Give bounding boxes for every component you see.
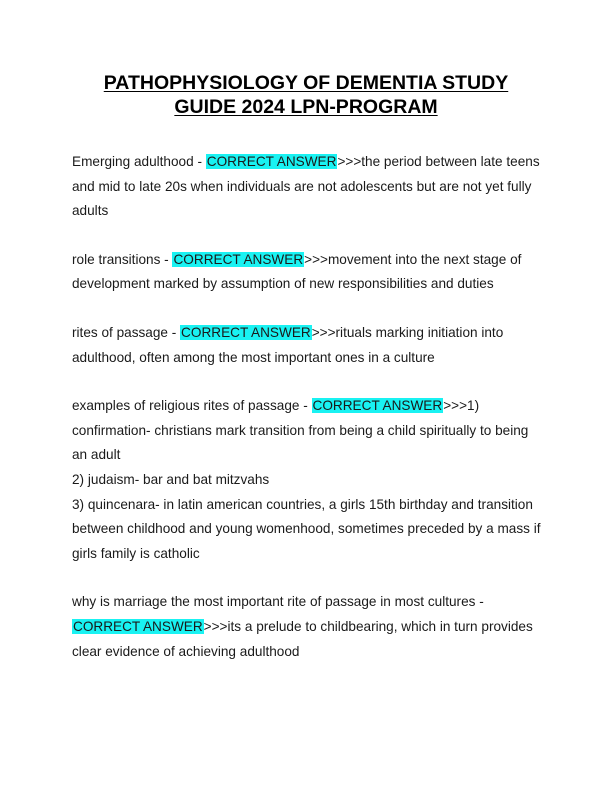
entry-answer-line: 2) judaism- bar and bat mitzvahs (72, 471, 270, 487)
qa-entry-marriage (72, 590, 542, 664)
entry-answer: >>>its a prelude to childbearing, which in turn provides clear evidence of achieving adulthood (72, 618, 533, 659)
entry-answer: >>>the period between late teens and mid to late 20s when individuals are not adolescents but are not yet fully adults (72, 154, 540, 219)
entry-term: role transitions - (72, 251, 173, 267)
entry-term: examples of religious rites of passage - (72, 398, 312, 414)
correct-answer-marker: CORRECT ANSWER (73, 618, 203, 634)
entry-term: rites of passage - (72, 324, 181, 340)
title-line-1: PATHOPHYSIOLOGY OF DEMENTIA STUDY (103, 72, 509, 94)
qa-entry-rites-of-passage (72, 321, 542, 370)
correct-answer-marker: CORRECT ANSWER (206, 154, 337, 169)
entry-answer: >>>1) confirmation- christians mark transition from being a child spiritually to being an adult (72, 398, 529, 463)
document-title (60, 71, 552, 119)
entry-answer: >>>rituals marking initiation into adulthood, often among the most important ones in a culture (72, 324, 504, 365)
correct-answer-marker: CORRECT ANSWER (173, 251, 304, 267)
entry-answer: >>>movement into the next stage of development marked by assumption of new responsibilities and duties (72, 251, 522, 292)
qa-entry-role-transitions (72, 248, 542, 297)
entry-term: Emerging adulthood - (72, 154, 206, 169)
title-line-2: GUIDE 2024 LPN-PROGRAM (174, 96, 438, 118)
correct-answer-marker: CORRECT ANSWER (312, 398, 443, 414)
study-guide-content (72, 150, 542, 688)
entry-term: why is marriage the most important rite of passage in most cultures - (72, 594, 484, 610)
entry-answer-line: 3) quincenara- in latin american countries, a girls 15th birthday and transition between childhood and young womenhood, sometimes preceded by a mass if girls family is catholic (72, 496, 541, 561)
qa-entry-emerging-adulthood (72, 150, 542, 224)
correct-answer-marker: CORRECT ANSWER (181, 324, 311, 340)
qa-entry-religious-rites (72, 394, 542, 566)
